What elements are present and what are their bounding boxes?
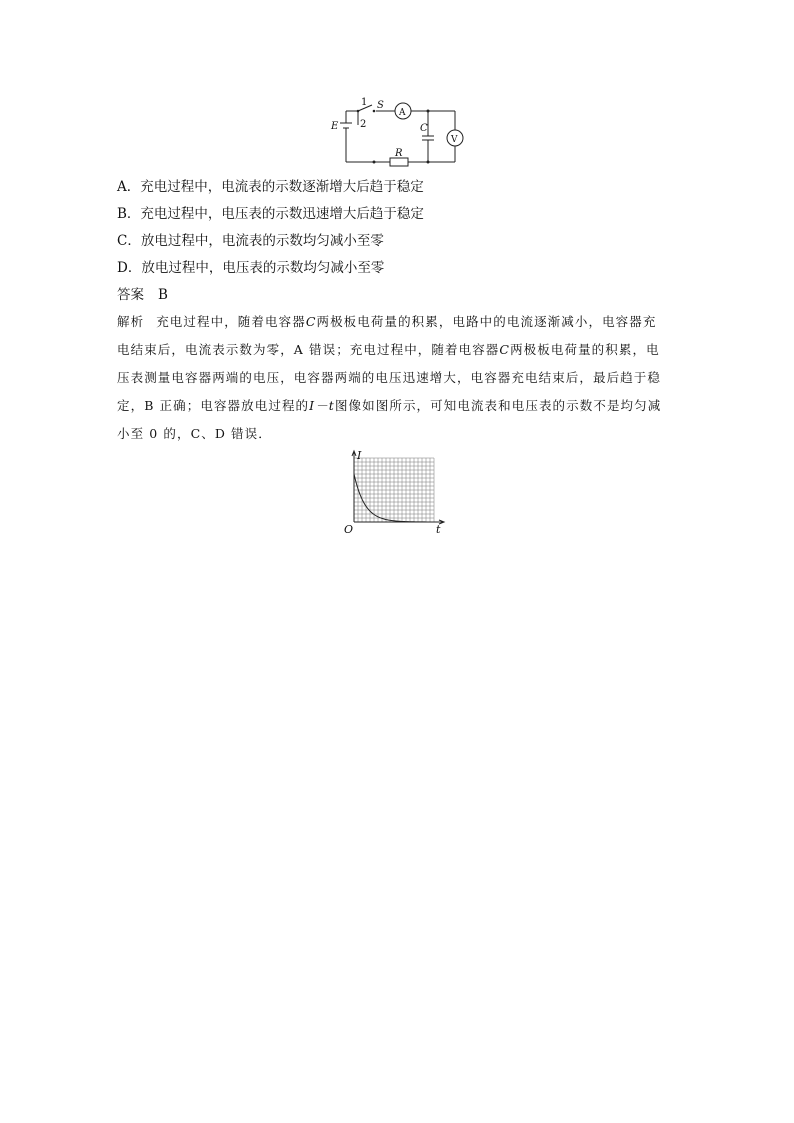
graph-origin-label: O bbox=[344, 523, 354, 536]
capacitor-label: C bbox=[420, 123, 428, 134]
option-b: B．充电过程中，电压表的示数迅速增大后趋于稳定 bbox=[117, 206, 424, 222]
circuit-diagram bbox=[328, 95, 468, 170]
option-c: C．放电过程中，电流表的示数均匀减小至零 bbox=[117, 233, 384, 249]
option-a: A．充电过程中，电流表的示数逐渐增大后趋于稳定 bbox=[117, 179, 424, 195]
switch-terminal-2-label: 2 bbox=[360, 119, 367, 130]
analysis-label: 解析 bbox=[117, 314, 145, 329]
analysis-line4-b: 图像如图所示，可知电流表和电压表的示数不是均匀减 bbox=[334, 398, 662, 413]
switch-terminal-1-label: 1 bbox=[361, 97, 368, 108]
analysis-line3: 压表测量电容器两端的电压，电容器两端的电压迅速增大，电容器充电结束后，最后趋于稳 bbox=[117, 370, 662, 385]
answer-line bbox=[117, 287, 168, 303]
battery-label: E bbox=[331, 121, 339, 132]
answer-value: B bbox=[158, 287, 168, 303]
analysis-line4-a: 定，B 正确；电容器放电过程的 bbox=[117, 398, 310, 413]
analysis-line2: 电结束后，电流表示数为零，A 错误；充电过程中，随着电容器 bbox=[117, 342, 500, 357]
analysis-line2-var: C bbox=[499, 342, 511, 357]
analysis-line1-a: 充电过程中，随着电容器 bbox=[156, 314, 306, 329]
analysis-line4-var: I－t bbox=[309, 398, 335, 413]
analysis-line1-var: C bbox=[305, 314, 317, 329]
option-d: D．放电过程中，电压表的示数均匀减小至零 bbox=[117, 260, 385, 276]
graph-x-label: t bbox=[436, 523, 441, 536]
answer-label: 答案 bbox=[117, 287, 144, 303]
graph-y-label: I bbox=[357, 449, 362, 462]
voltmeter-label: V bbox=[451, 135, 458, 145]
current-time-graph bbox=[340, 448, 450, 536]
ammeter-label: A bbox=[399, 108, 406, 118]
switch-label: S bbox=[377, 100, 384, 111]
graph-grid bbox=[354, 458, 434, 522]
analysis-line5: 小至 0 的，C、D 错误． bbox=[117, 426, 272, 441]
analysis-line1-b: 两极板电荷量的积累，电路中的电流逐渐减小，电容器充 bbox=[316, 314, 657, 329]
analysis-line2-b: 两极板电荷量的积累，电 bbox=[510, 342, 660, 357]
resistor-label: R bbox=[395, 148, 403, 159]
